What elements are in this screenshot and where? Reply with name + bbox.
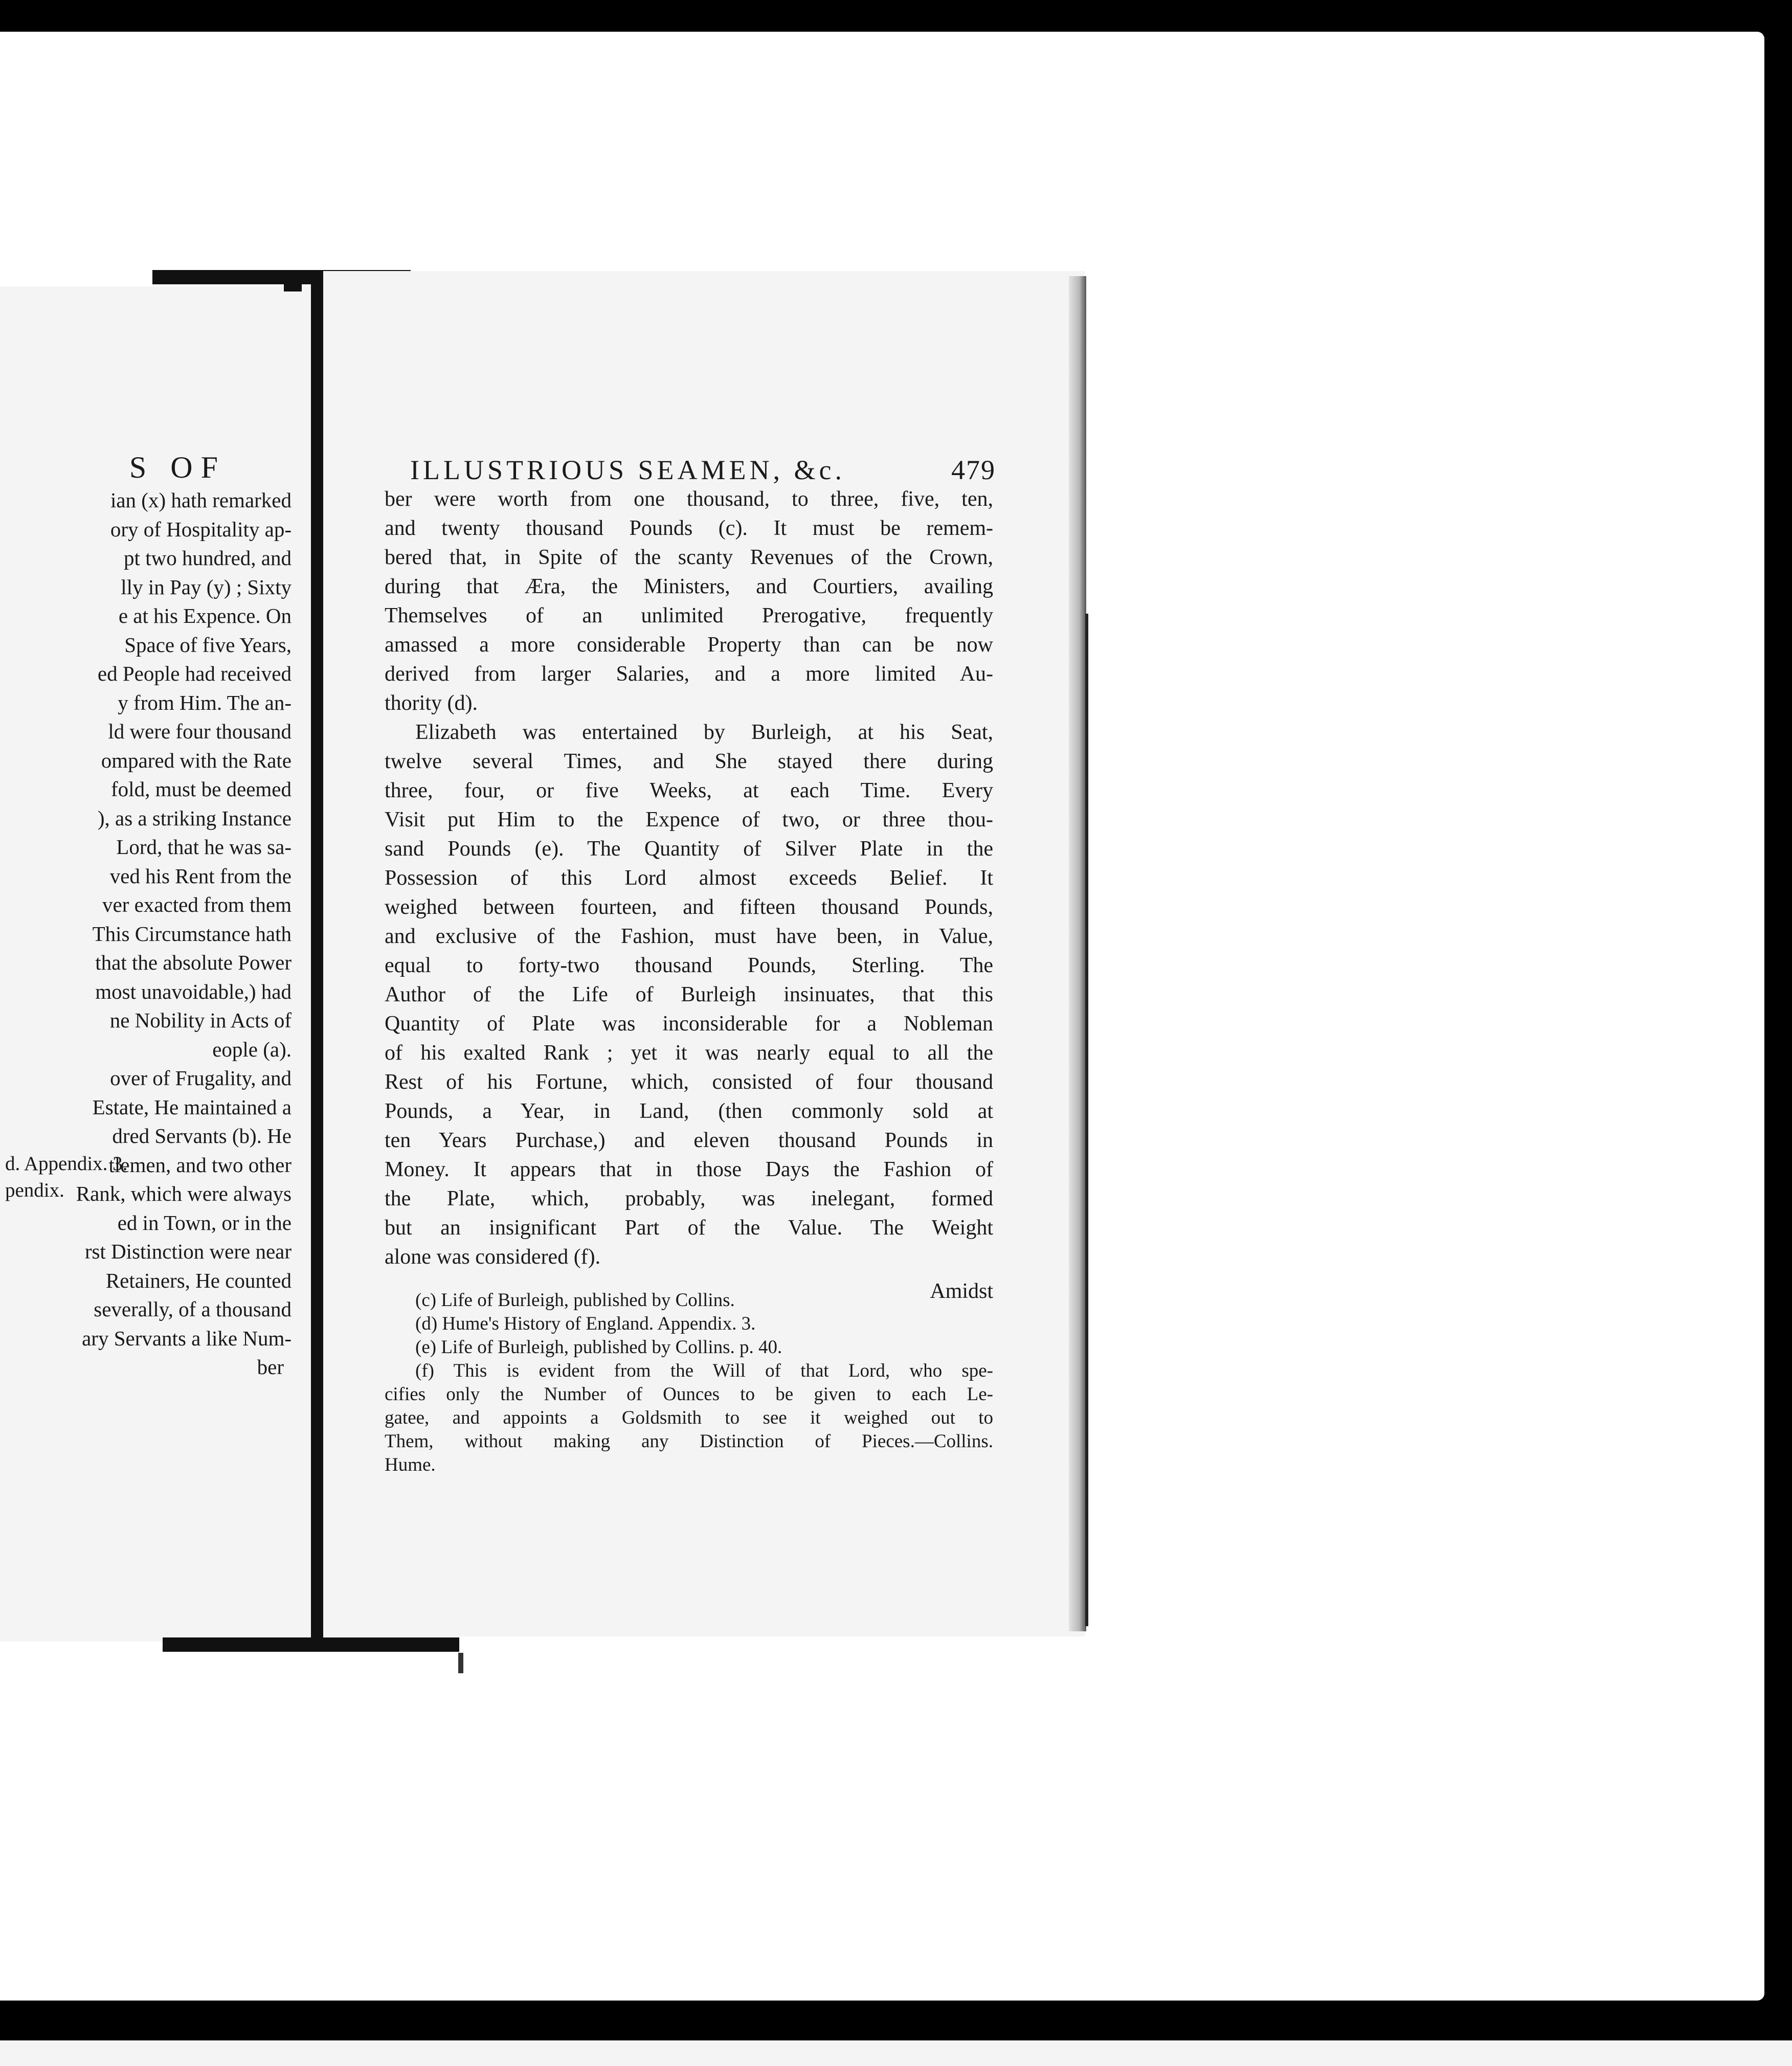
text-line: ved his Rent from the [109,864,292,888]
text-line: bered that, in Spite of the scanty Revenues of the Crown, [385,546,993,569]
text-line: sand Pounds (e). The Quantity of Silver Plate in the [385,837,993,861]
scan-bottom-strip [0,2040,1792,2066]
text-line: derived from larger Salaries, and a more limited Au- [385,662,993,686]
right-page [323,271,1085,1636]
text-line: Visit put Him to the Expence of two, or three thou- [385,808,993,832]
text-line: over of Frugality, and [110,1066,292,1090]
left-page [0,286,312,1642]
footnote-line: Hume. [385,1454,436,1475]
text-line: twelve several Times, and She stayed there during [385,750,993,773]
text-line: ed in Town, or in the [117,1210,292,1234]
left-running-head: S OF [129,451,226,484]
text-line: most unavoidable,) had [95,979,292,1003]
text-line: ompared with the Rate [101,748,292,772]
text-line: but an insignificant Part of the Value. The Weight [385,1216,993,1240]
text-line: ian (x) hath remarked [110,488,292,512]
footnotes [385,1289,993,1477]
text-line: This Circumstance hath [92,922,292,946]
text-line: pendix. [5,1179,64,1201]
left-page-body [0,486,292,1382]
text-line: ed People had received [97,662,292,685]
footnote-line: cifies only the Number of Ounces to be given to each Le- [385,1384,993,1405]
text-line: that the absolute Power [95,951,292,974]
text-line: weighed between fourteen, and fifteen thousand Pounds, [385,895,993,919]
text-line: eople (a). [212,1037,292,1061]
text-line: Rest of his Fortune, which, consisted of four thousand [385,1070,993,1094]
text-line: dred Servants (b). He [112,1124,292,1148]
footnote-line: gatee, and appoints a Goldsmith to see it weighed out to [385,1407,993,1428]
text-line: Money. It appears that in those Days the Fashion of [385,1158,993,1181]
footnote-line: (d) Hume's History of England. Appendix. 3. [415,1313,756,1334]
text-line: and twenty thousand Pounds (c). It must be remem- [385,516,993,540]
text-line: e at his Expence. On [118,604,292,627]
main-text [385,485,993,1306]
text-line: Quantity of Plate was inconsiderable for a Nobleman [385,1012,993,1036]
text-line: ten Years Purchase,) and eleven thousand Pounds in [385,1129,993,1152]
text-line: ory of Hospitality ap- [110,517,292,541]
text-line: d. Appendix. 3. [5,1153,128,1175]
text-line: Elizabeth was entertained by Burleigh, at his Seat, [415,721,993,744]
text-line: Rank, which were always [76,1182,292,1205]
text-line: amassed a more considerable Property than can be now [385,633,993,657]
text-line: ver exacted from them [102,893,292,916]
text-line: Retainers, He counted [105,1268,292,1292]
text-line: thority (d). [385,691,478,715]
text-line: lly in Pay (y) ; Sixty [121,575,292,599]
footnote-line: Them, without making any Distinction of Pieces.—Collins. [385,1431,993,1452]
running-head-title: ILLUSTRIOUS SEAMEN, &c. [410,455,845,485]
book-gutter [311,280,323,1651]
text-line: of his exalted Rank ; yet it was nearly equal to all the [385,1041,993,1065]
text-line: ber [257,1355,284,1379]
footnote-line: (c) Life of Burleigh, published by Collins. [415,1290,735,1311]
text-line: Space of five Years, [124,633,292,657]
text-line: ld were four thousand [108,720,292,743]
text-line: y from Him. The an- [118,690,292,714]
text-line: fold, must be deemed [111,777,292,801]
page-edge-shadow [1069,276,1086,1631]
text-line: ), as a striking Instance [97,806,292,830]
text-line: Possession of this Lord almost exceeds Belief. It [385,866,993,890]
text-line: rst Distinction were near [84,1240,292,1263]
binding-edge-bottom [163,1637,459,1652]
binding-notch [458,1653,463,1673]
text-line: and exclusive of the Fashion, must have been, in Value, [385,925,993,948]
text-line: Themselves of an unlimited Prerogative, frequently [385,604,993,627]
text-line: Estate, He maintained a [92,1095,292,1119]
text-line: pt two hundred, and [124,546,292,570]
text-line: Lord, that he was sa- [116,835,292,859]
text-line: tlemen, and two other [108,1153,292,1177]
page-edge-line [1085,614,1088,1626]
text-line: ne Nobility in Acts of [109,1008,292,1032]
text-line: during that Æra, the Ministers, and Courtiers, availing [385,575,993,598]
text-line: ary Servants a like Num- [82,1326,292,1350]
catchword: Amidst [930,1279,993,1303]
footnote-line: (e) Life of Burleigh, published by Collins. p. 40. [415,1337,782,1358]
left-page-footnotes [0,1151,307,1204]
text-line: ber were worth from one thousand, to three, five, ten, [385,487,993,511]
binding-joint-top [284,276,302,291]
page-number: 479 [951,455,996,485]
text-line: severally, of a thousand [94,1297,292,1321]
text-line: equal to forty-two thousand Pounds, Sterling. The [385,954,993,977]
text-line: three, four, or five Weeks, at each Time. Every [385,779,993,802]
text-line: the Plate, which, probably, was inelegant, formed [385,1187,993,1210]
text-line: alone was considered (f). [385,1245,601,1269]
text-line: Author of the Life of Burleigh insinuates, that this [385,983,993,1006]
footnote-line: (f) This is evident from the Will of that Lord, who spe- [415,1360,993,1381]
text-line: Pounds, a Year, in Land, (then commonly sold at [385,1099,993,1123]
